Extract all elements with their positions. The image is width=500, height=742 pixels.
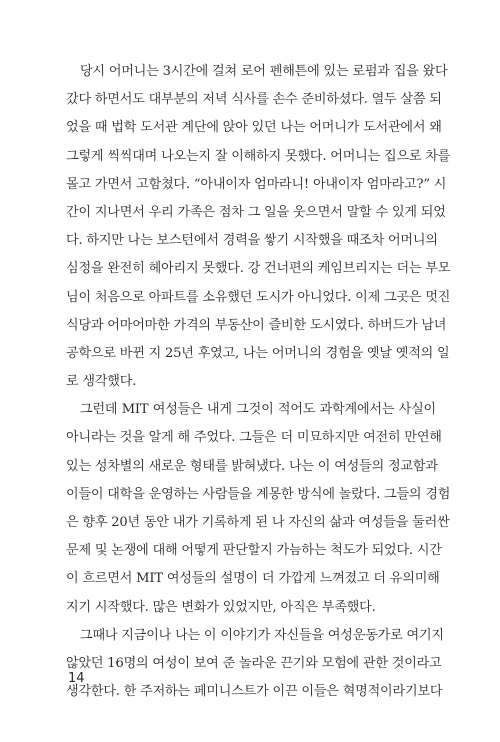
text-line: 있는 성차별의 새로운 형태를 밝혀냈다. 나는 이 여성들의 정교함과 <box>66 458 438 474</box>
text-line: 이 흐르면서 MIT 여성들의 설명이 더 가깝게 느껴졌고 더 유의미해 <box>66 571 440 587</box>
text-line: 않았던 16명의 여성이 보여 준 놀라운 끈기와 모험에 관한 것이라고 <box>66 655 442 671</box>
text-line: 지기 시작했다. 많은 변화가 있었지만, 아직은 부족했다. <box>66 599 376 615</box>
text-line: 님이 처음으로 아파트를 소유했던 도시가 아니었다. 이제 그곳은 멋진 <box>66 289 451 305</box>
text-line: 이들이 대학을 운영하는 사람들을 계몽한 방식에 놀랐다. 그들의 경험 <box>66 486 451 502</box>
text-line: 갔다 하면서도 대부분의 저녁 식사를 손수 준비하셨다. 열두 살쯤 되 <box>66 92 442 108</box>
text-line: 문제 및 논쟁에 대해 어떻게 판단할지 가늠하는 척도가 되었다. 시간 <box>66 543 442 559</box>
text-line: 생각한다. 한 주저하는 페미니스트가 이끈 이들은 혁명적이라기보다 <box>66 684 443 700</box>
text-line: 은 향후 20년 동안 내가 기록하게 된 나 자신의 삶과 여성들을 둘러싼 <box>66 515 450 530</box>
text-line: 아니라는 것을 알게 해 주었다. 그들은 더 미묘하지만 여전히 만연해 <box>66 430 442 446</box>
text-line: 었을 때 법학 도서관 계단에 앉아 있던 나는 어머니가 도서관에서 왜 <box>66 120 442 136</box>
text-line: 그런데 MIT 여성들은 내게 그것이 적어도 과학계에서는 사실이 <box>80 402 436 418</box>
text-line: 몰고 가면서 고함쳤다. “아내이자 엄마라니! 아내이자 엄마라고?” 시 <box>66 176 447 192</box>
text-line: 공학으로 바뀐 지 25년 후였고, 나는 어머니의 경험을 옛날 옛적의 일 <box>66 345 450 361</box>
text-line: 당시 어머니는 3시간에 걸쳐 로어 펜해튼에 있는 로펌과 집을 왔다 <box>80 64 448 79</box>
page-number: 14 <box>68 671 85 686</box>
text-line: 로 생각했다. <box>66 374 137 390</box>
text-line: 다. 하지만 나는 보스턴에서 경력을 쌓기 시작했을 때조차 어머니의 <box>66 233 438 249</box>
body-text <box>66 58 451 706</box>
text-line: 그때나 지금이나 나는 이 이야기가 자신들을 여성운동가로 여기지 <box>80 627 444 643</box>
text-line: 식당과 어마어마한 가격의 부동산이 즐비한 도시였다. 하버드가 남녀 <box>66 317 447 333</box>
text-line: 그렇게 씩씩대며 나오는지 잘 이해하지 못했다. 어머니는 집으로 차를 <box>66 148 451 164</box>
text-line: 간이 지나면서 우리 가족은 점차 그 일을 웃으면서 말할 수 있게 되었 <box>66 204 446 220</box>
text-line: 심정을 완전히 헤아리지 못했다. 강 건너편의 케임브리지는 더는 부모 <box>66 261 451 277</box>
